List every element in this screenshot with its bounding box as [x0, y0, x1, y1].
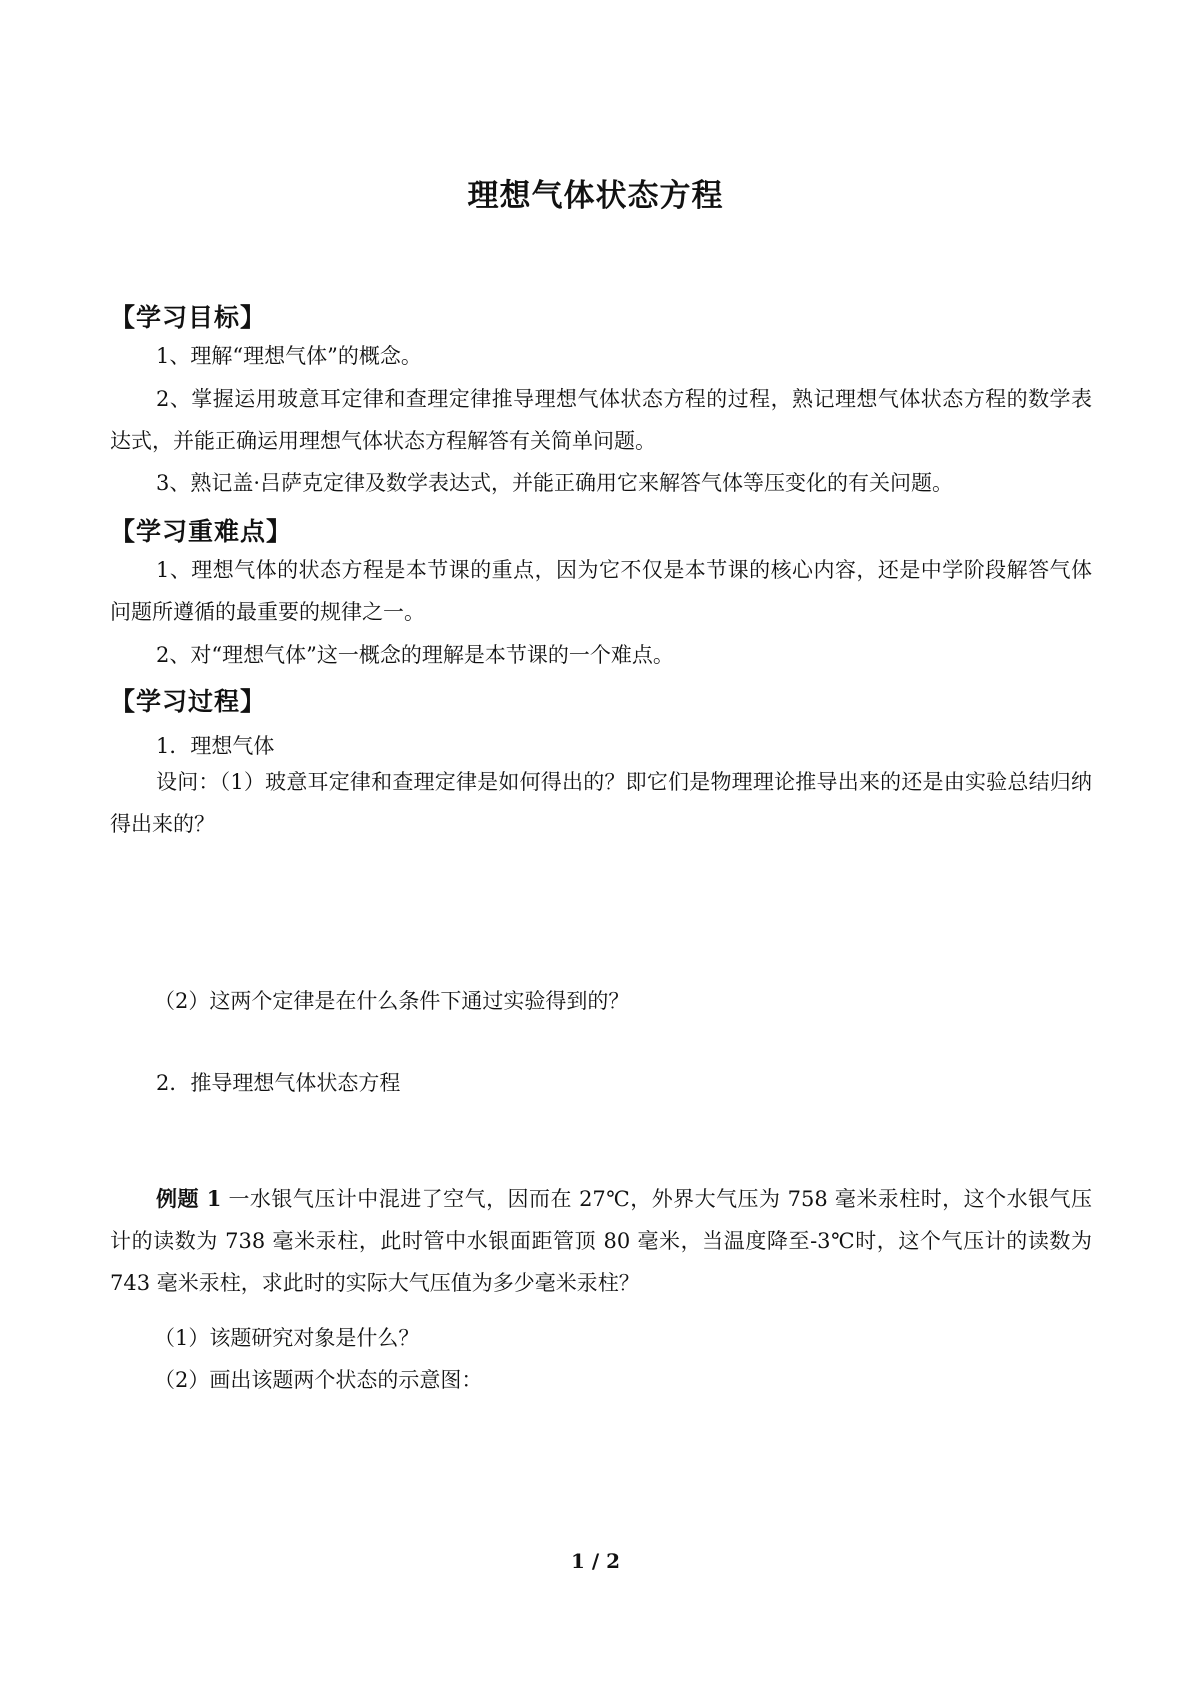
document-title: 理想气体状态方程 — [467, 178, 724, 214]
goal-item-3: 3、熟记盖·吕萨克定律及数学表达式，并能正确用它来解答气体等压变化的有关问题。 — [156, 471, 954, 495]
key-point-item-2: 2、对“理想气体”这一概念的理解是本节课的一个难点。 — [156, 643, 674, 667]
example-step-1: （1）该题研究对象是什么？ — [154, 1326, 420, 1350]
example-text: 一水银气压计中混进了空气，因而在 27℃，外界大气压为 758 毫米汞柱时，这个水银气压计的读数为 738 毫米汞柱，此时管中水银面距管顶 80 毫米，当温度降至-3℃时，这个气压计的读数为 743 毫米汞柱，求此时的实际大气压值为多少毫米汞柱？ — [110, 1187, 1092, 1295]
page-number: 1 / 2 — [570, 1549, 621, 1573]
example-step-2: （2）画出该题两个状态的示意图： — [154, 1368, 483, 1392]
key-point-item-1: 1、理想气体的状态方程是本节课的重点，因为它不仅是本节课的核心内容，还是中学阶段解答气体问题所遵循的最重要的规律之一。 — [110, 558, 1092, 624]
example-label: 例题 1 — [156, 1186, 222, 1211]
goal-item-1: 1、理解“理想气体”的概念。 — [156, 344, 422, 368]
goal-item-2: 2、掌握运用玻意耳定律和查理定律推导理想气体状态方程的过程，熟记理想气体状态方程的数学表达式，并能正确运用理想气体状态方程解答有关简单问题。 — [110, 387, 1092, 453]
subsection-derivation: 2．推导理想气体状态方程 — [156, 1071, 401, 1095]
question-1: 设问：（1）玻意耳定律和查理定律是如何得出的？即它们是物理理论推导出来的还是由实验总结归纳得出来的？ — [110, 770, 1092, 836]
question-2: （2）这两个定律是在什么条件下通过实验得到的？ — [154, 989, 630, 1013]
subsection-ideal-gas: 1．理想气体 — [156, 734, 275, 758]
section-heading-goals: 【学习目标】 — [110, 303, 267, 332]
section-heading-process: 【学习过程】 — [110, 687, 267, 716]
example-1 — [110, 1178, 1092, 1304]
section-heading-key-points: 【学习重难点】 — [110, 517, 293, 546]
